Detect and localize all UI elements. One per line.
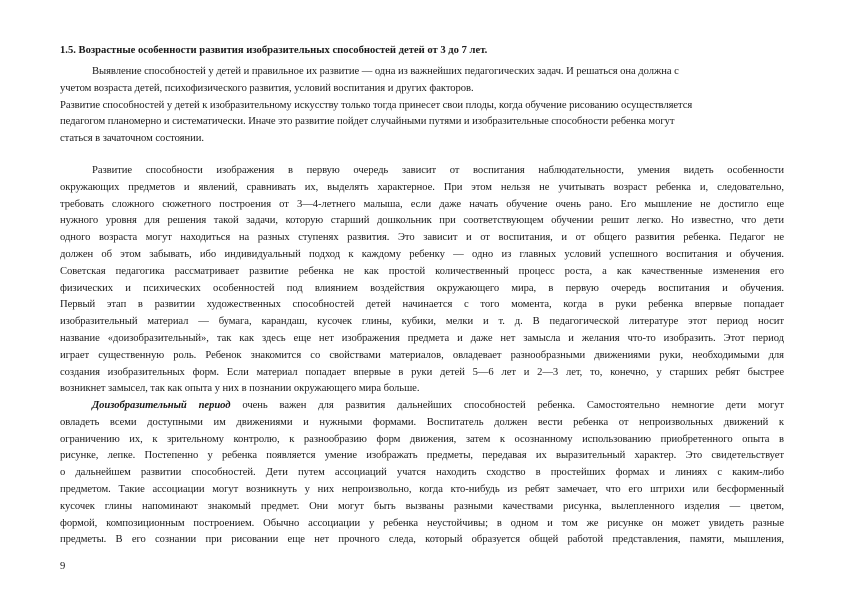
text-line: Развитие способности изображения в первую очередь зависит от воспитания наблюдательности, умения видеть особенности (92, 165, 784, 176)
text-line: ограничению их, к зрительному контролю, к разнообразию форм движения, затем к осознанному использованию приобретенного опыта в (60, 433, 784, 445)
text-line: педагогом планомерно и систематически. Иначе это развитие пойдет случайными путями и изобразительные способности ребенка могут (60, 116, 675, 128)
text-line: статься в зачаточном состоянии. (60, 133, 204, 145)
text-line: Первый этап в развитии художественных способностей детей начинается с того момента, когда в руки ребенка впервые попадает (60, 299, 784, 311)
text-line: Развитие способностей у детей к изобразительному искусству только тогда принесет свои плоды, когда обучение рисованию осуществляется (60, 99, 693, 111)
term-emphasis: Доизобразительный период (92, 400, 231, 411)
text-line: Выявление способностей у детей и правильное их развитие — одна из важнейших педагогических задач. И решаться она должна с (92, 66, 679, 77)
text-line (60, 398, 784, 415)
text-line: овладеть всеми доступными им движениями и нужными формами. Воспитатель должен вести ребенка от непроизвольных движений к (60, 416, 784, 428)
text-line: название «доизобразительный», так как здесь еще нет изображения предмета и даже нет замысла и желания что-то изобразить. Этот период (60, 332, 784, 344)
text-line: предметы. В его сознании при рисовании еще нет прочного следа, который образуется общей работой представления, памяти, мышления, (60, 534, 784, 546)
text-line: требовать сложного сюжетного построения от 3—4-летнего малыша, если даже начать обучение очень рано. Его мышление не достигло еще (60, 198, 784, 210)
text-line: учетом возраста детей, психофизического развития, условий воспитания и других факторов. (60, 82, 474, 94)
text-line: одного возраста могут находиться на разных ступенях развития. Это зависит и от воспитания, и от общего развития ребенка. Педагог не (60, 232, 784, 244)
text-line: предметом. Такие ассоциации могут возникнуть у них непроизвольно, когда кто-нибудь из ребят замечает, что его штрихи или бесформенный (60, 483, 784, 495)
page-number: 9 (60, 561, 66, 572)
text-segment: очень важен для развития дальнейших способностей ребенка. Самостоятельно немногие дети могут (230, 400, 784, 411)
text-line: возникнет замысел, так как опыта у них в познании окружающего мира больше. (60, 383, 420, 395)
text-line: рисунке, лепке. Постепенно у ребенка появляется умение изображать предметы, передавая их выразительный характер. Это свидетельствует (60, 450, 784, 462)
text-line: окружающих предметов и явлений, сравнивать их, выделять характерное. При этом нельзя не учитывать возраст ребенка и, следовательно, (60, 181, 784, 193)
section-heading: 1.5. Возрастные особенности развития изобразительных способностей детей от 3 до 7 лет. (60, 45, 488, 56)
text-line: играет существенную роль. Ребенок знакомится со свойствами материалов, овладевает разнообразными движениями руки, необходимыми для (60, 349, 784, 361)
text-line: изобразительный материал — бумага, карандаш, кусочек глины, кубики, мелки и т. д. В педагогической литературе этот период носит (60, 316, 784, 328)
main-paragraph (60, 163, 784, 398)
preimage-period-paragraph (60, 398, 784, 549)
text-line: Советская педагогика рассматривает развитие ребенка не как простой количественный процесс роста, а как качественные изменения его (60, 265, 784, 277)
text-line: создания изобразительных форм. Если материал попадает впервые в руки детей 5—6 лет и 2—3 лет, то, конечно, у старших ребят быстрее (60, 366, 784, 378)
intro-paragraphs (60, 64, 784, 148)
text-line: кусочек глины напоминают знакомый предмет. Они могут быть вызваны разными качествами рисунка, вылепленного изделия — цветом, (60, 500, 784, 512)
text-line: физических и психических особенностей под влиянием воздействия окружающего мира, в первую очередь воспитания и обучения. (60, 282, 784, 294)
text-line: о дальнейшем развитии способностей. Дети путем ассоциаций учатся находить сходство в простейших формах и линиях с каким-либо (60, 467, 784, 479)
text-line: формой, композиционным построением. Обычно ассоциации у ребенка неустойчивы; в одном и том же рисунке он может увидеть разные (60, 517, 784, 529)
text-line: нужного уровня для решения такой задачи, которую старший дошкольник при соответствующем обучении решит легко. Но известно, что дети (60, 215, 784, 227)
text-line: должен об этом забывать, ибо индивидуальный подход к каждому ребенку — одно из главных условий успешного воспитания и обучения. (60, 248, 784, 260)
